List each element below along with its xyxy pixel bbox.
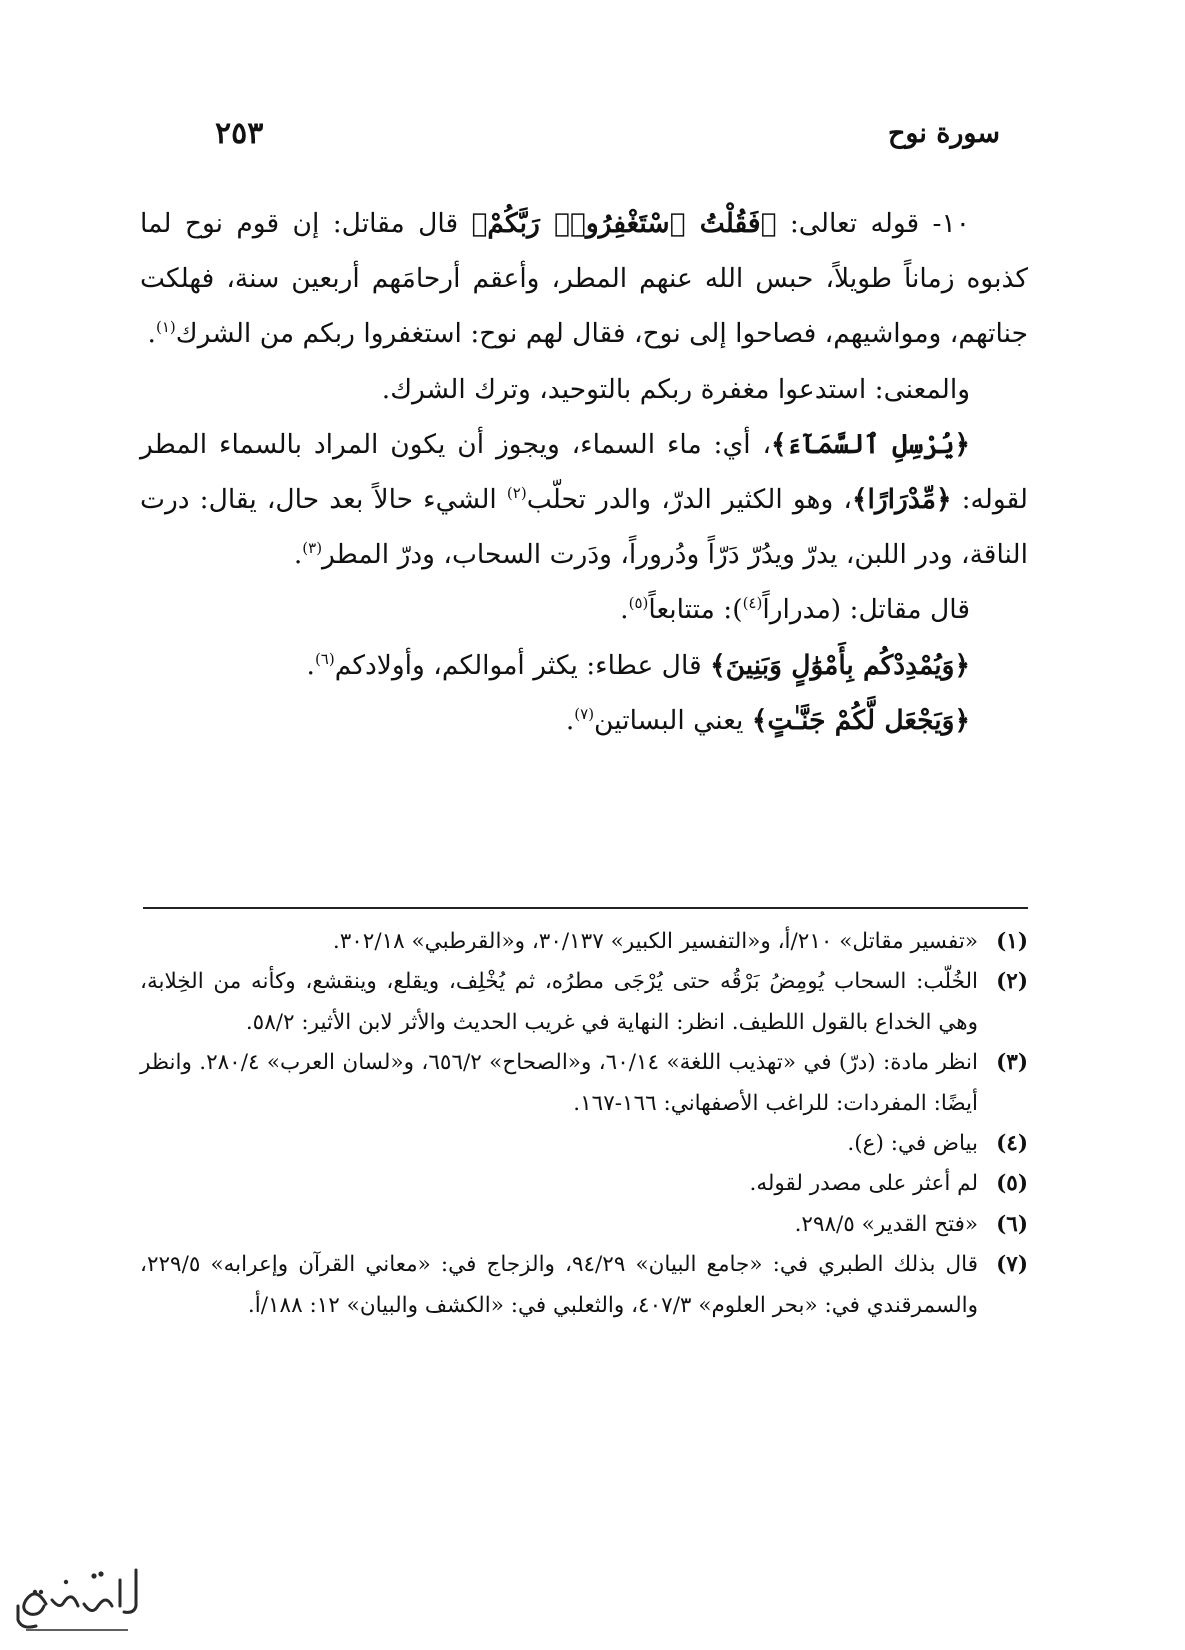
- footnote-text: قال بذلك الطبري في: «جامع البيان» ٩٤/٢٩، والزجاج في: «معاني القرآن وإعرابه» ٢٢٩/٥، والسمرقندي في: «بحر العلوم» ٤٠٧/٣، والثعلبي في: «الكشف والبيان» ١٢: ١٨٨/أ.: [140, 1252, 978, 1318]
- paragraph-verse-10: [140, 196, 1028, 362]
- footnote-item: [140, 1043, 1028, 1124]
- paragraph-text: والمعنى: استدعوا مغفرة ربكم بالتوحيد، وترك الشرك.: [381, 373, 970, 405]
- quran-verse: ﴿مِّدْرَارًا﴾: [852, 484, 952, 516]
- footnote-text: الخُلّب: السحاب يُومِضُ بَرْقُه حتى يُرْجَى مطرُه، ثم يُخْلِف، ويقلع، وينقشع، وكأنه من الخِلابة، وهي الخداع بالقول اللطيف. انظر: النهاية في غريب الحديث والأثر لابن الأثير: ٥٨/٢.: [140, 969, 978, 1035]
- paragraph-text: قال مقاتل: إن قوم نوح لما كذبوه زماناً طويلاً، حبس الله عنهم المطر، وأعقم أرحامَهم أربعين سنة، فهلكت جناتهم، ومواشيهم، فصاحوا إلى نوح، فقال لهم نوح: استغفروا ربكم من الشرك: [140, 208, 1028, 350]
- main-text: [140, 196, 1028, 748]
- paragraph-text: ، أي: ماء السماء، ويجوز أن يكون المراد بالسماء المطر لقوله:: [140, 428, 1028, 516]
- paragraph-muqatil: [140, 582, 1028, 637]
- footnote-ref: (٥): [628, 594, 649, 613]
- footnote-ref: (٧): [574, 705, 595, 723]
- chapter-title: سورة نوح: [887, 118, 1000, 149]
- paragraph-wealth: [140, 638, 1028, 693]
- footnote-text: «تفسير مقاتل» ٢١٠/أ، و«التفسير الكبير» ٣٠/١٣٧، و«القرطبي» ٣٠٢/١٨.: [332, 929, 978, 954]
- footnote-item: [140, 962, 1028, 1043]
- quran-verse: ﴿وَيُمْدِدْكُم بِأَمْوَٰلٍ وَبَنِينَ﴾: [710, 649, 970, 681]
- footnote-text: لم أعثر على مصدر لقوله.: [749, 1171, 978, 1197]
- footnote-number: (٤): [996, 1131, 1028, 1157]
- footnote-item: [140, 922, 1028, 962]
- paragraph-end: .: [620, 594, 629, 626]
- paragraph-text: يعني البساتين: [594, 704, 752, 736]
- paragraph-text: ): متتابعاً: [648, 594, 743, 626]
- paragraph-text: ، وهو الكثير الدرّ، والدر تحلّب: [526, 484, 852, 516]
- footnote-ref: (٤): [742, 594, 763, 613]
- footnote-ref: (١): [155, 318, 176, 337]
- footnote-number: (٦): [996, 1211, 1028, 1237]
- footnote-text: «فتح القدير» ٢٩٨/٥.: [794, 1211, 978, 1237]
- quran-verse: ﴿وَيَجْعَل لَّكُمْ جَنَّـٰتٍ﴾: [751, 704, 970, 736]
- footnote-text: بياض في: (ع).: [847, 1131, 978, 1157]
- footnotes: [140, 922, 1028, 1326]
- footnote-item: [140, 1205, 1028, 1245]
- footnote-number: (٣): [996, 1050, 1028, 1076]
- footnote-item: [140, 1245, 1028, 1326]
- paragraph-intro: ١٠- قوله تعالى:: [776, 208, 970, 239]
- paragraph-end: .: [147, 318, 156, 350]
- paragraph-text: قال عطاء: يكثر أموالكم، وأولادكم: [334, 649, 711, 681]
- footnote-number: (٢): [996, 969, 1028, 995]
- footnote-item: [140, 1164, 1028, 1204]
- paragraph-meaning: [140, 362, 1028, 417]
- footnote-number: (١): [996, 929, 1028, 954]
- footnote-divider: [143, 907, 1028, 909]
- paragraph-end: .: [565, 704, 575, 736]
- paragraph-end: .: [306, 649, 315, 681]
- paragraph-sky: [140, 417, 1028, 583]
- paragraph-text: الشيء حالاً بعد حال، يقال: درت الناقة، ودر اللبن، يدرّ ويدُرّ دَرّاً ودُروراً، ودَرت السحاب، ودرّ المطر: [140, 484, 1028, 571]
- footnote-item: [140, 1124, 1028, 1164]
- watermark-logo: [8, 1560, 148, 1638]
- page-header: [215, 118, 1000, 158]
- footnote-ref: (٢): [506, 484, 527, 503]
- footnote-text: انظر مادة: (درّ) في «تهذيب اللغة» ٦٠/١٤، و«الصحاح» ٦٥٦/٢، و«لسان العرب» ٢٨٠/٤. وانظر أيضًا: المفردات: للراغب الأصفهاني: ١٦٦-١٦٧.: [140, 1050, 979, 1116]
- footnote-ref: (٦): [314, 649, 335, 668]
- quran-verse: ﴿فَقُلْتُ ٱسْتَغْفِرُوا۟ رَبَّكُمْ﴾: [471, 208, 777, 239]
- paragraph-gardens: [140, 693, 1028, 748]
- footnote-number: (٥): [996, 1171, 1028, 1197]
- quran-verse: ﴿يُرْسِلِ ٱلسَّمَآءَ﴾: [771, 428, 970, 460]
- footnote-ref: (٣): [302, 539, 323, 558]
- footnote-number: (٧): [996, 1252, 1028, 1278]
- paragraph-end: .: [293, 539, 303, 571]
- page-number: ٢٥٣: [215, 116, 264, 151]
- paragraph-text: قال مقاتل: (مدراراً: [762, 594, 970, 626]
